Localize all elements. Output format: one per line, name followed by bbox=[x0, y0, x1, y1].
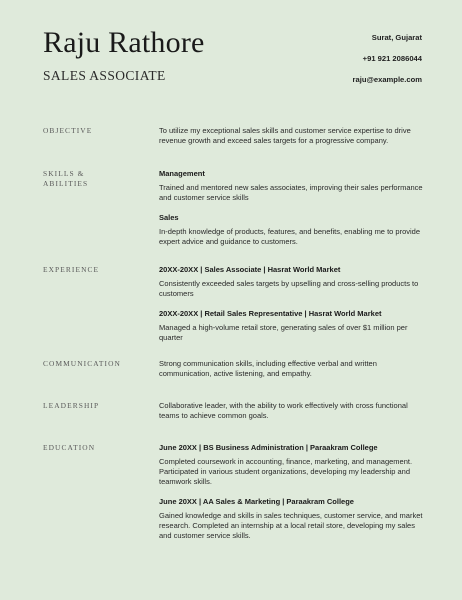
education-content bbox=[159, 443, 425, 541]
email-link[interactable]: raju@example.com bbox=[352, 75, 422, 84]
experience-text: Managed a high-volume retail store, generating sales of over $1 million per quarter bbox=[159, 323, 408, 342]
education-text: Gained knowledge and skills in sales techniques, customer service, and market research. Completed an internship at a local retail store, developing my sales and customer service skills. bbox=[159, 511, 423, 540]
experience-heading: 20XX-20XX | Retail Sales Representative | Hasrat World Market bbox=[159, 309, 382, 318]
skill-heading: Sales bbox=[159, 213, 179, 222]
section-label-skills-line2: ABILITIES bbox=[43, 179, 89, 188]
phone-text: +91 921 2086044 bbox=[362, 54, 422, 63]
experience-content bbox=[159, 265, 425, 343]
location-text: Surat, Gujarat bbox=[371, 33, 422, 42]
skill-heading: Management bbox=[159, 169, 205, 178]
section-label-education: EDUCATION bbox=[43, 443, 96, 452]
candidate-name: Raju Rathore bbox=[43, 26, 205, 59]
section-label-skills-line1: SKILLS & bbox=[43, 169, 85, 178]
skills-content bbox=[159, 169, 425, 247]
skill-text: In-depth knowledge of products, features, and benefits, enabling me to provide expert advice and guidance to customers. bbox=[159, 227, 421, 246]
objective-text: To utilize my exceptional sales skills and customer service expertise to drive revenue growth and exceed sales targets for a progressive company. bbox=[159, 126, 411, 145]
candidate-title: SALES ASSOCIATE bbox=[43, 68, 166, 83]
section-label-skills bbox=[43, 169, 143, 189]
communication-text: Strong communication skills, including effective verbal and written communication, active listening, and empathy. bbox=[159, 359, 377, 378]
section-label-leadership: LEADERSHIP bbox=[43, 401, 100, 410]
objective-content bbox=[159, 126, 425, 146]
education-heading: June 20XX | AA Sales & Marketing | Paraakram College bbox=[159, 497, 354, 506]
section-label-communication: COMMUNICATION bbox=[43, 359, 121, 368]
skill-text: Trained and mentored new sales associates, improving their sales performance and customer service skills bbox=[159, 183, 423, 202]
communication-content bbox=[159, 359, 425, 379]
education-heading: June 20XX | BS Business Administration | Paraakram College bbox=[159, 443, 378, 452]
section-label-objective: OBJECTIVE bbox=[43, 126, 93, 135]
leadership-text: Collaborative leader, with the ability to work effectively with cross functional teams to achieve common goals. bbox=[159, 401, 408, 420]
experience-heading: 20XX-20XX | Sales Associate | Hasrat World Market bbox=[159, 265, 341, 274]
education-text: Completed coursework in accounting, finance, marketing, and management. Participated in various student organizations, developing my leadership and teamwork skills. bbox=[159, 457, 413, 486]
leadership-content bbox=[159, 401, 425, 421]
contact-block bbox=[353, 33, 422, 96]
section-label-experience: EXPERIENCE bbox=[43, 265, 100, 274]
experience-text: Consistently exceeded sales targets by upselling and cross-selling products to customers bbox=[159, 279, 419, 298]
